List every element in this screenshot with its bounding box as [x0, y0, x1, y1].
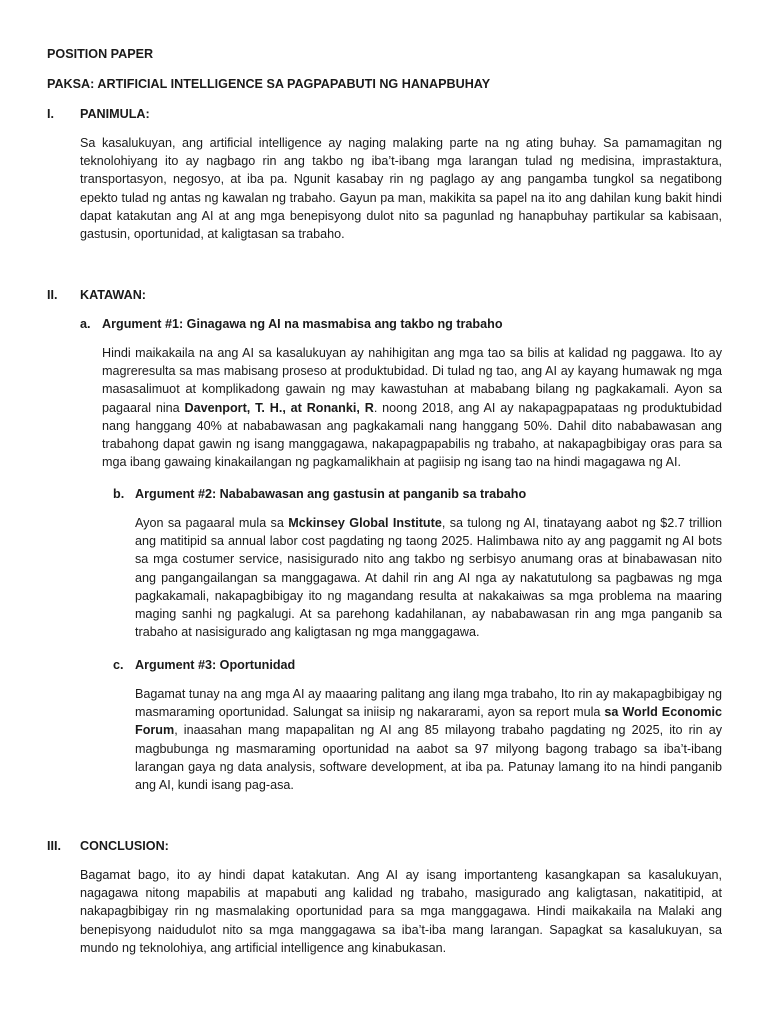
argument-1-text-end: . noong 2018, ang AI ay nakapagpapataas ng produktubidad nang hanggang 40% at nababawasan ang pagkakamali nang hanggang 50%. Dahil dito nababawasan ang trabahong dapat gawin ng isang manggagawa, nakapagpapabilis ng trabaho, at nakapagbibigay oras para sa mga ibang gawaing kinakailangan ng pagkamalikhain at pagiisip ng isang tao na hindi magagawa ng AI.: [102, 400, 722, 470]
argument-3-letter: c.: [113, 658, 124, 672]
argument-3-text-start: Bagamat tunay na ang mga AI ay maaaring palitang ang ilang mga trabaho, Ito rin ay makapagbibigay ng masmaraming oportunidad. Salungat sa iniisip ng nakararami, ayon sa report mula: [135, 687, 722, 720]
argument-2-paragraph: [135, 514, 722, 641]
conclusion-paragraph: Bagamat bago, ito ay hindi dapat katakutan. Ang AI ay isang importanteng kasangkapan sa kasalukuyan, nagagawa nitong mapabilis at mapabuti ang kalidad ng trabaho, masigurado ang kaligtasan, nakatitipid, at nakapagbibigay rin ng masmalaking oportunidad para sa mga manggagawa. Hindi maikakaila na Malaki ang benepisyong naidudulot nito sa mga manggagawa sa iba’t-iba mang larangan. Sapagkat sa kasalukuyan, sa mundo ng teknolohiya, ang artificial intelligence ang kinabukasan.: [80, 868, 722, 955]
argument-2-text-start: Ayon sa pagaaral mula sa: [135, 516, 289, 530]
argument-1-text-start: Hindi maikakaila na ang AI sa kasalukuyan ay nahihigitan ang mga tao sa bilis at kalidad ng paggawa. Ito ay magreresulta sa mas mabisang proseso at produktubidad. Di tulad ng tao, ang AI ay kayang humawak ng mga masasalimuot at komplikadong gawain ng may kawastuhan at mababang bilang ng pagkakamali. Ayon sa pagaaral nina: [102, 346, 722, 415]
argument-3-title: Argument #3: Oportunidad: [135, 658, 296, 672]
section-title-conclusion: CONCLUSION:: [80, 839, 169, 853]
argument-3-text-end: , inaasahan mang mapapalitan ng AI ang 85 milayong trabaho pagdating ng 2025, ito rin ay magbubunga ng masmaraming oportunidad na aabot sa 97 milyong bagong trabago sa iba’t-ibang larangan gaya ng data analysis, software development, at iba pa. Patunay lamang ito na hindi panganib ang AI, kundi isang pag-asa.: [135, 723, 722, 793]
argument-2-letter: b.: [113, 487, 125, 501]
section-title-intro: PANIMULA:: [80, 107, 150, 121]
intro-paragraph: Sa kasalukuyan, ang artificial intelligence ay naging malaking parte na ng ating buhay. Sa pamamagitan ng teknolohiyang ito ay nagbago rin ang takbo ng iba’t-ibang mga larangan tulad ng medisina, imprastaktura, transportasyon, negosyo, at iba pa. Ngunit kasabay rin ng paglago ay ang pangamba tungkol sa negatibong epekto tulad ng antas ng kawalan ng trabaho. Gayun pa man, makikita sa papel na ito ang dahilan kung bakit hindi dapat katakutan ang AI at ang mga benepisyong dulot nito sa pagunlad ng hanapbuhay partikular sa kabisaan, gastusin, oportunidad, at kaligtasan sa trabaho.: [80, 136, 722, 242]
section-number-intro: I.: [47, 107, 54, 121]
section-number-body: II.: [47, 288, 58, 302]
argument-3-paragraph: [135, 685, 722, 794]
argument-3-citation: sa World Economic Forum: [135, 705, 722, 738]
section-title-body: KATAWAN:: [80, 288, 146, 302]
section-number-conclusion: III.: [47, 839, 61, 853]
argument-1-paragraph: [102, 344, 722, 471]
argument-1-title: Argument #1: Ginagawa ng AI na masmabisa ang takbo ng trabaho: [102, 317, 503, 331]
argument-2-citation: Mckinsey Global Institute: [288, 516, 442, 530]
document-type-heading: POSITION PAPER: [47, 47, 154, 61]
topic-heading: PAKSA: ARTIFICIAL INTELLIGENCE SA PAGPAPABUTI NG HANAPBUHAY: [47, 77, 491, 91]
argument-2-text-end: , sa tulong ng AI, tinatayang aabot ng $2.7 trillion ang matitipid sa annual labor cost pagdating ng taong 2025. Halimbawa nito ay ang paggamit ng AI bots sa mga costumer service, nasisigurado nito ang takbo ng serbisyo anumang oras at binabawasan nito ang pangangailangan sa manggagawa. At dahil rin ang AI nga ay nakatutulong sa pagbawas ng mga pagkakamali, nakapagbibigay ito ng magandang resulta at nakakaiwas sa mga problema na maaring maging sanhi ng pagkalugi. At sa parehong kadahilanan, ay nababawasan rin ang mga panganib sa trabaho at nasisigurado ang kaligtasan ng mga manggagawa.: [135, 516, 722, 640]
argument-2-title: Argument #2: Nababawasan ang gastusin at panganib sa trabaho: [135, 487, 527, 501]
argument-1-letter: a.: [80, 317, 91, 331]
argument-1-citation: Davenport, T. H., at Ronanki, R: [184, 400, 374, 415]
